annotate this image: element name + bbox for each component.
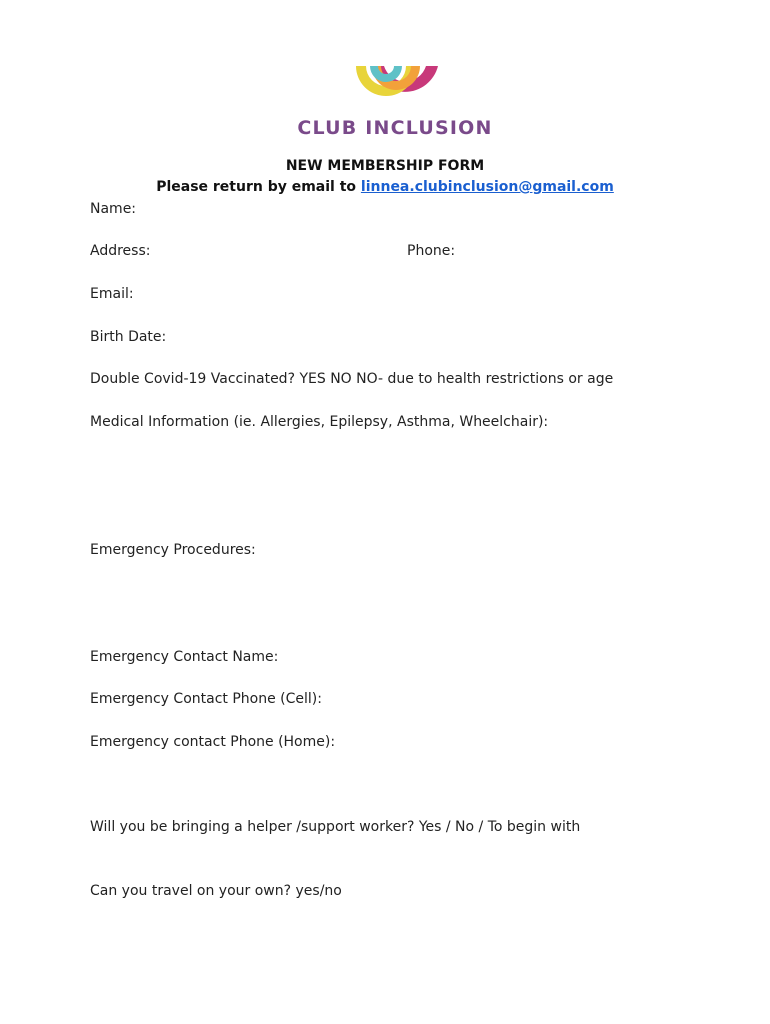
helper-question: Will you be bringing a helper /support worker? Yes / No / To begin with — [90, 819, 581, 835]
return-email-link[interactable]: linnea.clubinclusion@gmail.com — [360, 179, 614, 195]
medical-information-label: Medical Information (ie. Allergies, Epilepsy, Asthma, Wheelchair): — [90, 414, 549, 430]
name-label: Name: — [90, 201, 137, 217]
emergency-procedures-label: Emergency Procedures: — [90, 542, 256, 558]
address-label: Address: — [90, 243, 151, 259]
travel-question: Can you travel on your own? yes/no — [90, 883, 342, 899]
covid-vaccination-question: Double Covid-19 Vaccinated? YES NO NO- due to health restrictions or age — [90, 371, 614, 387]
emergency-contact-name-label: Emergency Contact Name: — [90, 649, 279, 665]
phone-label: Phone: — [407, 243, 456, 259]
email-label: Email: — [90, 286, 134, 302]
club-inclusion-logo — [356, 66, 438, 102]
emergency-phone-cell-label: Emergency Contact Phone (Cell): — [90, 691, 322, 707]
return-prefix: Please return by email to — [156, 179, 361, 195]
return-instructions — [0, 179, 770, 195]
emergency-phone-home-label: Emergency contact Phone (Home): — [90, 734, 336, 750]
brand-name: CLUB INCLUSION — [297, 117, 493, 139]
birth-date-label: Birth Date: — [90, 329, 167, 345]
form-title: NEW MEMBERSHIP FORM — [285, 158, 485, 174]
